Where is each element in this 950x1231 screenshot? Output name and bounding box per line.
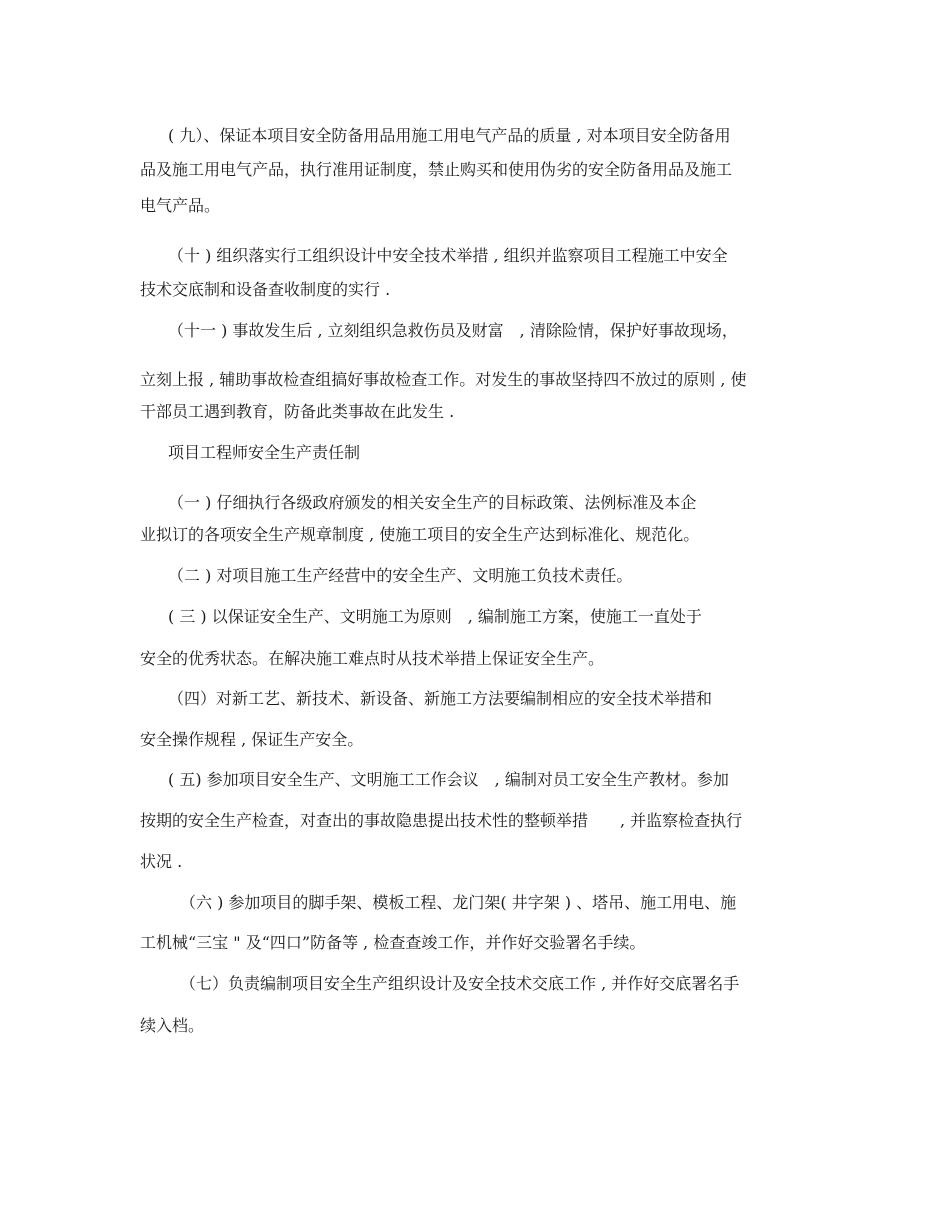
text-line: 安全的优秀状态。在解决施工难点时从技术举措上保证安全生产。 <box>140 649 605 668</box>
text-line: 续入档。 <box>140 1016 205 1035</box>
text-line: 安全操作规程 , 保证生产安全。 <box>140 730 364 749</box>
text-line: ( 五) 参加项目安全生产、文明施工工作会议 , 编制对员工安全生产教材。参加 <box>168 770 729 789</box>
text-line: 业拟订的各项安全生产规章制度 , 使施工项目的安全生产达到标准化、规范化。 <box>140 525 700 544</box>
text-line: （十 ) 组织落实行工组织设计中安全技术举措 , 组织并监察项目工程施工中安全 <box>168 246 728 265</box>
text-line: ( 九）、保证本项目安全防备用品用施工用电气产品的质量 , 对本项目安全防备用 <box>168 126 731 145</box>
text-line: 工机械“三宝 " 及“四口”防备等 , 检查查竣工作，并作好交验署名手续。 <box>140 933 646 952</box>
text-line: （六 ) 参加项目的脚手架、模板工程、龙门架( 井字架 ) 、塔吊、施工用电、施 <box>180 893 737 912</box>
text-line: 电气产品。 <box>140 196 221 215</box>
text-line: （十一 ) 事故发生后 , 立刻组织急救伤员及财富 , 清除险情，保护好事故现场， <box>168 321 738 340</box>
section-heading: 项目工程师安全生产责任制 <box>168 443 361 462</box>
text-line: （一 ) 仔细执行各级政府颁发的相关安全生产的目标政策、法例标准及本企 <box>168 493 697 512</box>
text-line: （二 ) 对项目施工生产经营中的安全生产、文明施工负技术责任。 <box>168 566 633 585</box>
text-line: 技术交底制和设备查收制度的实行 . <box>140 280 391 299</box>
text-line: 品及施工用电气产品，执行准用证制度，禁止购买和使用伪劣的安全防备用品及施工 <box>140 160 733 179</box>
text-line: 按期的安全生产检查，对查出的事故隐患提出技术性的整顿举措 , 并监察检查执行 <box>140 811 743 830</box>
text-line: 立刻上报 , 辅助事故检查组搞好事故检查工作。对发生的事故坚持四不放过的原则 , 使 <box>140 370 747 389</box>
text-line: ( 三 ) 以保证安全生产、文明施工为原则 , 编制施工方案，使施工一直处于 <box>168 607 702 626</box>
text-line: （四）对新工艺、新技术、新设备、新施工方法要编制相应的安全技术举措和 <box>168 689 713 708</box>
text-line: 状况 . <box>140 852 183 871</box>
text-line: 干部员工遇到教育，防备此类事故在此发生 . <box>140 402 455 421</box>
text-line: （七）负责编制项目安全生产组织设计及安全技术交底工作 , 并作好交底署名手 <box>180 974 740 993</box>
